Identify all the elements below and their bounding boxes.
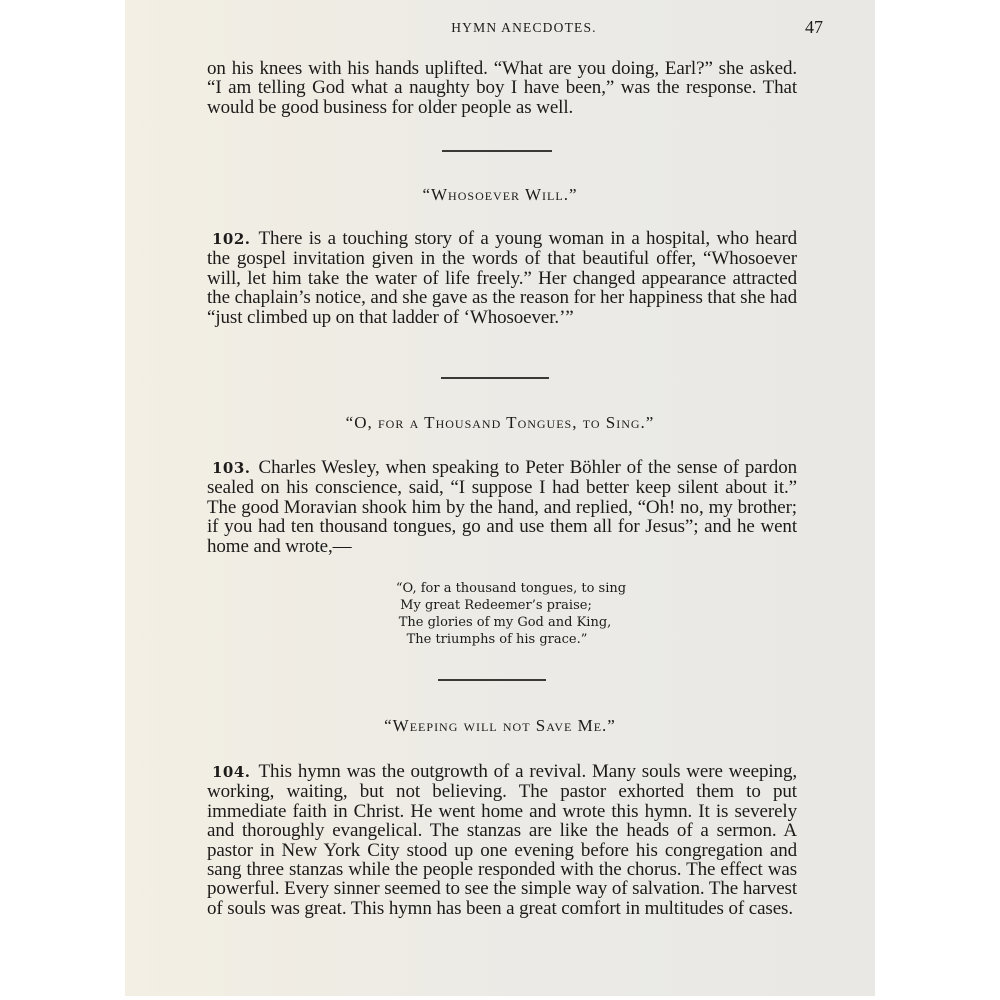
anecdote-body: Charles Wesley, when speaking to Peter Böhler of the sense of pardon sealed on his conscience, said, “I suppose I had better keep silent about it.” The good Moravian shook him by the hand, and replied, “Oh! no, my brother; if you had ten thousand tongues, go and use them all for Jesus”; and he went home and wrote,—	[207, 457, 797, 557]
anecdote-number: 103.	[212, 459, 251, 477]
verse-line: “O, for a thousand tongues, to sing	[395, 581, 627, 596]
continuation-text: on his knees with his hands uplifted. “What are you doing, Earl?” she asked. “I am telling God what a naughty boy I have been,” was the response. That would be good business for older people as well.	[207, 58, 797, 118]
running-head	[125, 17, 875, 40]
verse-line: My great Redeemer’s praise;	[400, 598, 592, 613]
anecdote-102	[207, 229, 797, 327]
page-number: 47	[805, 17, 823, 37]
anecdote-104	[207, 762, 797, 918]
section-heading-102: “Whosoever Will.”	[422, 185, 578, 204]
section-divider	[441, 377, 549, 379]
section-heading-103: “O, for a Thousand Tongues, to Sing.”	[345, 413, 655, 432]
anecdote-number: 104.	[212, 763, 251, 781]
anecdote-103	[207, 458, 797, 556]
anecdote-body: There is a touching story of a young woman in a hospital, who heard the gospel invitation given in the words of that beautiful offer, “Whosoever will, let him take the water of life freely.” Her changed appearance attracted the chaplain’s notice, and she gave as the reason for her happiness that she had “just climbed up on that ladder of ‘Whosoever.’”	[207, 228, 797, 328]
continuation-paragraph	[207, 59, 797, 117]
verse-line: The glories of my God and King,	[398, 615, 612, 630]
section-divider	[438, 679, 546, 681]
book-page	[125, 0, 875, 996]
anecdote-text	[207, 458, 797, 556]
anecdote-text	[207, 762, 797, 918]
hymn-verse	[125, 580, 875, 648]
anecdote-body: This hymn was the outgrowth of a revival. Many souls were weeping, working, waiting, but not believing. The pastor exhorted them to put immediate faith in Christ. He went home and wrote this hymn. It is severely and thoroughly evangelical. The stanzas are like the heads of a sermon. A pastor in New York City stood up one evening before his congregation and sang three stanzas while the people responded with the chorus. The effect was powerful. Every sinner seemed to see the simple way of salvation. The harvest of souls was great. This hymn has been a great comfort in multitudes of cases.	[207, 761, 797, 919]
running-title: HYMN ANECDOTES.	[451, 20, 597, 35]
anecdote-text	[207, 229, 797, 327]
section-heading-104: “Weeping will not Save Me.”	[384, 716, 616, 735]
anecdote-number: 102.	[212, 230, 251, 248]
section-divider	[442, 150, 552, 152]
verse-line: The triumphs of his grace.”	[406, 632, 588, 647]
